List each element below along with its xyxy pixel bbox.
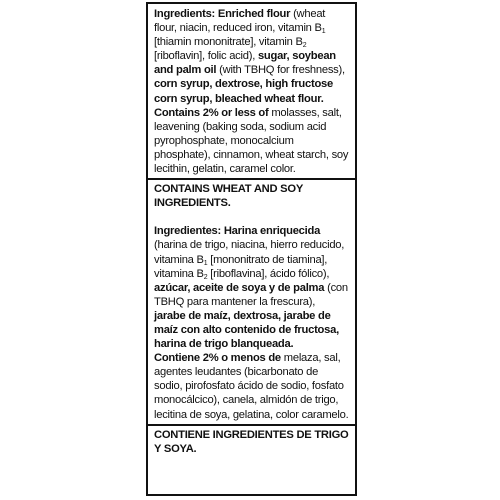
ingredients-english <box>154 7 349 106</box>
ingredients-text-es-3: [riboflavina], ácido fólico), <box>207 267 330 280</box>
subscript-2-es: 2 <box>203 273 208 281</box>
ingredients-text-es-4: (con TBHQ para mantener la frescura), <box>154 281 348 308</box>
contains-less-heading-es: Contiene 2% o menos de <box>154 352 281 365</box>
ingredients-text-en-2: [thiamin mononitrate], vitamin B <box>154 36 303 49</box>
ingredients-label-panel <box>146 2 357 496</box>
divider-es <box>148 424 355 426</box>
ingredients-text-en-1: (wheat flour, niacin, reduced iron, vitamin B <box>154 8 326 35</box>
ingredients-bold-en-2: corn syrup, dextrose, high fructose corn syrup, bleached wheat flour. <box>154 78 333 105</box>
ingredients-text-en-3: [riboflavin], folic acid), <box>154 50 258 63</box>
ingredients-heading-es: Ingredientes: Harina enriquecida <box>154 225 321 238</box>
ingredients-spanish <box>154 224 349 351</box>
ingredients-text-en-4: (with TBHQ for freshness), <box>216 64 345 77</box>
ingredients-text-es-1: (harina de trigo, niacina, hierro reducido, vitamina B <box>154 239 345 266</box>
contains-less-text-en: molasses, salt, leavening (baking soda, sodium acid pyrophosphate, monocalcium phosphate), cinnamon, wheat starch, soy lecithin, gelatin, caramel color. <box>154 106 349 176</box>
subscript-1-en: 1 <box>321 28 326 36</box>
ingredients-heading-en: Ingredients: Enriched flour <box>154 8 291 20</box>
ingredients-text-es-2: [mononitrato de tiamina], vitamina B <box>154 253 328 280</box>
ingredients-bold-en-1: sugar, soybean and palm oil <box>154 50 336 77</box>
contains-less-spanish <box>154 351 349 421</box>
allergen-statement-es: CONTIENE INGREDIENTES DE TRIGO Y SOYA. <box>154 428 349 455</box>
section-gap <box>154 210 349 224</box>
allergen-statement-en: CONTAINS WHEAT AND SOY INGREDIENTS. <box>154 183 303 210</box>
ingredients-bold-es-2: jarabe de maíz, dextrosa, jarabe de maíz con alto contenido de fructosa, harina de trigo blanqueada. <box>154 309 339 351</box>
ingredients-bold-es-1: azúcar, aceite de soya y de palma <box>154 281 325 294</box>
contains-less-text-es: melaza, sal, agentes leudantes (bicarbonato de sodio, pirofosfato ácido de sodio, fosfato monocálcico), canela, almidón de trigo, lecitina de soya, gelatina, color caramelo. <box>154 352 349 421</box>
contains-less-heading-en: Contains 2% or less of <box>154 106 269 119</box>
subscript-2-en: 2 <box>302 42 307 50</box>
subscript-1-es: 1 <box>203 259 208 267</box>
divider-en <box>148 178 355 180</box>
contains-less-english <box>154 106 349 176</box>
